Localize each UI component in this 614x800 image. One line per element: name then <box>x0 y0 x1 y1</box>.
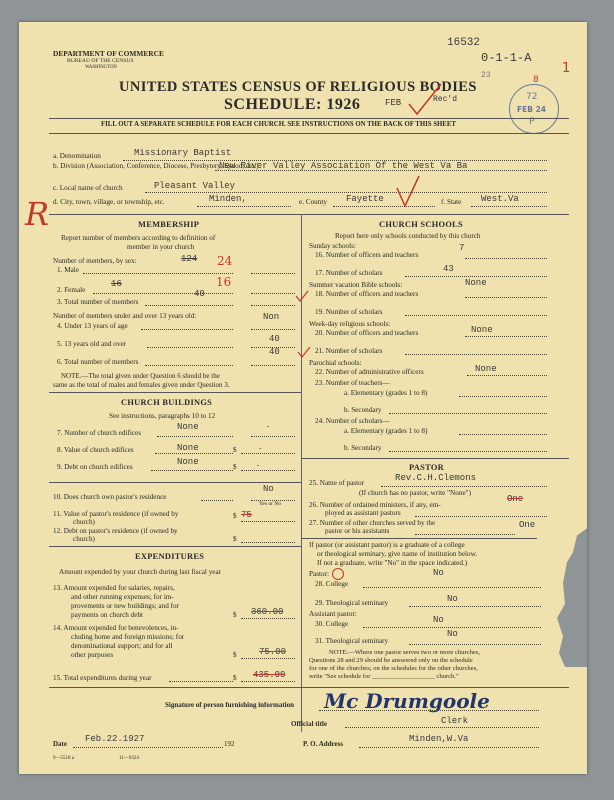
church-name-value: Pleasant Valley <box>154 181 236 191</box>
dash: - <box>267 422 270 430</box>
q4-value: Non <box>263 312 280 322</box>
q13-value: 360.00 <box>251 607 284 617</box>
department-label: DEPARTMENT OF COMMERCE <box>53 49 164 58</box>
dollar-sign: $ <box>233 674 237 682</box>
denomination-value: Missionary Baptist <box>134 148 232 158</box>
q23b-label: b. Secondary <box>344 406 382 414</box>
q27-label: 27. Number of other churches served by the <box>309 519 436 527</box>
buildings-heading: CHURCH BUILDINGS <box>121 398 213 407</box>
q14-label: other purposes <box>71 651 114 659</box>
pastor-subheading: Pastor: <box>309 570 329 578</box>
q18-label: 18. Number of officers and teachers <box>315 290 419 298</box>
q3-value: 40 <box>194 289 205 299</box>
q5-label: 5. 13 years old and over <box>57 340 127 348</box>
q20-value: None <box>471 325 493 335</box>
q11-struck-value: 75 <box>241 510 252 520</box>
county-value: Fayette <box>346 194 384 204</box>
form-number: 16532 <box>447 37 481 49</box>
q10-value: No <box>263 484 274 494</box>
division-label: b. Division (Association, Conference, Diocese, Presbytery, Synod, etc.) <box>53 162 259 170</box>
q4-label: 4. Under 13 years of age <box>57 322 128 330</box>
schools-heading: CHURCH SCHOOLS <box>379 220 464 229</box>
dollar-sign: $ <box>233 651 237 659</box>
q1-label: 1. Male <box>57 266 79 274</box>
pastor-note: Questions 28 and 29 should be answered only on the schedule <box>309 657 473 664</box>
dollar-sign: $ <box>233 463 237 471</box>
denomination-label: a. Denomination <box>53 152 101 160</box>
q19-label: 19. Number of scholars <box>315 308 383 316</box>
assistant-subheading: Assistant pastor: <box>309 610 357 618</box>
membership-heading: MEMBERSHIP <box>138 220 200 229</box>
print-code: 11—9324 <box>119 756 139 761</box>
expenditures-heading: EXPENDITURES <box>135 552 205 561</box>
summer-schools-value: None <box>465 278 487 288</box>
received-word: Rec'd <box>433 95 458 104</box>
q9-value: None <box>177 457 199 467</box>
received-day: 23 <box>481 71 491 80</box>
signature-label: Signature of person furnishing information <box>165 701 294 709</box>
dollar-sign: $ <box>233 512 237 520</box>
city-label: WASHINGTON <box>85 65 117 70</box>
church-name-label: c. Local name of church <box>53 184 123 192</box>
check-mark-icon <box>405 82 445 116</box>
signature: Mc Drumgoole <box>324 689 490 713</box>
q16-value: 7 <box>459 243 465 253</box>
pastor-note: NOTE.—Where one pastor serves two or more churches, <box>329 649 481 656</box>
q2-label: 2. Female <box>57 286 86 294</box>
q3-label: 3. Total number of members <box>57 298 139 306</box>
q29-label: 29. Theological seminary <box>315 599 389 607</box>
state-value: West.Va <box>481 194 519 204</box>
q25-note: (If church has no pastor, write "None") <box>359 489 471 497</box>
q24b-label: b. Secondary <box>344 444 382 452</box>
q1-struck-value: 124 <box>181 254 198 264</box>
schedule-title: SCHEDULE: 1926 <box>224 96 361 113</box>
q26-value: One <box>507 494 524 504</box>
q14-label: 14. Amount expended for benevolences, in- <box>53 624 179 632</box>
q28-label: 28. College <box>315 580 349 588</box>
q12-label: church) <box>73 535 95 543</box>
city-town-value: Minden, <box>209 194 247 204</box>
check-mark-icon <box>395 174 421 208</box>
official-title-value: Clerk <box>441 716 469 726</box>
graduate-intro: If pastor (or assistant pastor) is a graduate of a college <box>309 541 465 549</box>
expenditures-intro: Amount expended by your church during last fiscal year <box>59 568 222 576</box>
page-number: 8 <box>533 75 539 85</box>
census-form <box>19 22 587 774</box>
weekday-schools-label: Week-day religious schools: <box>309 320 391 328</box>
torn-edge <box>549 527 587 667</box>
q12-label: 12. Debt on pastor's residence (if owned by <box>53 527 178 535</box>
q30-value: No <box>433 615 444 625</box>
q11-label: church) <box>73 518 95 526</box>
address-label: P. O. Address <box>303 740 344 748</box>
q14-label: cluding home and foreign missions; for <box>71 633 185 641</box>
summer-schools-label: Summer vacation Bible schools: <box>309 281 403 289</box>
q24a-label: a. Elementary (grades 1 to 8) <box>344 427 428 435</box>
q20-label: 20. Number of officers and teachers <box>315 329 419 337</box>
q13-label: provements or new buildings; and for <box>71 602 179 610</box>
q26-label: 26. Number of ordained ministers, if any, em- <box>309 501 441 509</box>
q30-label: 30. College <box>315 620 349 628</box>
q5-value: 40 <box>269 334 280 344</box>
membership-intro: member in your church <box>127 243 195 251</box>
q23a-label: a. Elementary (grades 1 to 8) <box>344 389 428 397</box>
q2-value: 16 <box>216 275 232 289</box>
pastor-note: write "See schedule for ___________________ church." <box>309 673 459 680</box>
q8-label: 8. Value of church edifices <box>57 446 134 454</box>
official-title-label: Official title <box>291 720 327 728</box>
q13-label: and other running expenses; for im- <box>71 593 174 601</box>
q1-value: 24 <box>217 254 233 268</box>
q7-label: 7. Number of church edifices <box>57 429 142 437</box>
members-by-sex-label: Number of members, by sex: <box>53 257 137 265</box>
schools-intro: Report here only schools conducted by this church <box>335 232 481 240</box>
q13-label: 13. Amount expended for salaries, repairs, <box>53 584 175 592</box>
state-label: f. State <box>441 198 462 206</box>
q9-label: 9. Debt on church edifices <box>57 463 133 471</box>
city-town-label: d. City, town, village, or township, etc. <box>53 198 165 206</box>
q10-label: 10. Does church own pastor's residence <box>53 493 167 501</box>
q26-label: ployed as assistant pastors <box>325 509 401 517</box>
pastor-heading: PASTOR <box>409 463 444 472</box>
dash: - <box>259 444 262 452</box>
division-value: New River Valley Association Of the West Va Ba <box>219 161 468 171</box>
q17-label: 17. Number of scholars <box>315 269 383 277</box>
q15-label: 15. Total expenditures during year <box>53 674 152 682</box>
address-value: Minden,W.Va <box>409 734 469 744</box>
q23-label: 23. Number of teachers— <box>315 379 390 387</box>
form-code-mark: 1 <box>562 61 571 76</box>
instruction-line: FILL OUT A SEPARATE SCHEDULE FOR EACH CHURCH. SEE INSTRUCTIONS ON THE BACK OF THIS SHEET <box>101 121 456 128</box>
date-value: Feb.22.1927 <box>85 734 145 744</box>
q8-value: None <box>177 443 199 453</box>
q7-value: None <box>177 422 199 432</box>
q11-label: 11. Value of pastor's residence (if owned by <box>53 510 179 518</box>
buildings-intro: See instructions, paragraphs 10 to 12 <box>109 412 216 420</box>
q14-value: 75.00 <box>259 647 287 657</box>
q21-label: 21. Number of scholars <box>315 347 383 355</box>
dash: - <box>257 461 260 469</box>
margin-r-mark: R <box>25 195 50 233</box>
pastor-note: for one of the churches; on the schedules for the other churches, <box>309 665 478 672</box>
year-suffix: 192 <box>224 740 235 748</box>
membership-intro: Report number of members according to definition of <box>61 234 216 242</box>
sunday-schools-label: Sunday schools: <box>309 242 356 250</box>
bureau-label: BUREAU OF THE CENSUS <box>67 58 134 64</box>
q29-value: No <box>447 594 458 604</box>
received-month: FEB <box>385 98 402 108</box>
q14-label: denominational support; and for all <box>71 642 173 650</box>
q17-value: 43 <box>443 264 454 274</box>
q27-label: pastor or his assistants <box>325 527 390 535</box>
q27-value: One <box>519 520 536 530</box>
q2-struck-value: 16 <box>111 279 122 289</box>
pastor-value: No <box>433 568 444 578</box>
q31-label: 31. Theological seminary <box>315 637 389 645</box>
q22-label: 22. Number of administrative officers <box>315 368 424 376</box>
parochial-schools-label: Parochial schools: <box>309 359 362 367</box>
q16-label: 16. Number of officers and teachers <box>315 251 419 259</box>
form-title: UNITED STATES CENSUS OF RELIGIOUS BODIES <box>119 79 477 95</box>
graduate-intro: If not a graduate, write "No" in the space indicated.) <box>317 559 468 567</box>
age-intro-label: Number of members under and over 13 years old: <box>53 312 197 320</box>
q24-label: 24. Number of scholars— <box>315 417 390 425</box>
date-label: Date <box>53 740 67 748</box>
q6-label: 6. Total number of members <box>57 358 139 366</box>
q22-value: None <box>475 364 497 374</box>
membership-note: NOTE.—The total given under Question 6 should be the <box>61 372 220 380</box>
dollar-sign: $ <box>233 446 237 454</box>
print-code: 9—5518 a <box>53 756 74 761</box>
q15-value: 435.00 <box>253 670 286 680</box>
received-stamp: 72 FEB 24 P <box>509 84 559 134</box>
dollar-sign: $ <box>233 611 237 619</box>
county-label: e. County <box>299 198 327 206</box>
check-mark-icon <box>297 346 311 358</box>
membership-note: same as the total of males and females given under Question 3. <box>53 381 230 389</box>
q25-label: 25. Name of pastor <box>309 479 365 487</box>
q31-value: No <box>447 629 458 639</box>
check-mark-icon <box>295 290 309 302</box>
form-code: 0-1-1-A <box>481 51 532 65</box>
dollar-sign: $ <box>233 535 237 543</box>
circle-mark-icon <box>332 568 344 580</box>
yes-no-hint: Yes or No <box>259 501 282 507</box>
q25-value: Rev.C.H.Clemons <box>395 473 477 483</box>
graduate-intro: or theological seminary, give name of institution below. <box>317 550 478 558</box>
q13-label: payments on church debt <box>71 611 144 619</box>
q6-value: 40 <box>269 347 280 357</box>
